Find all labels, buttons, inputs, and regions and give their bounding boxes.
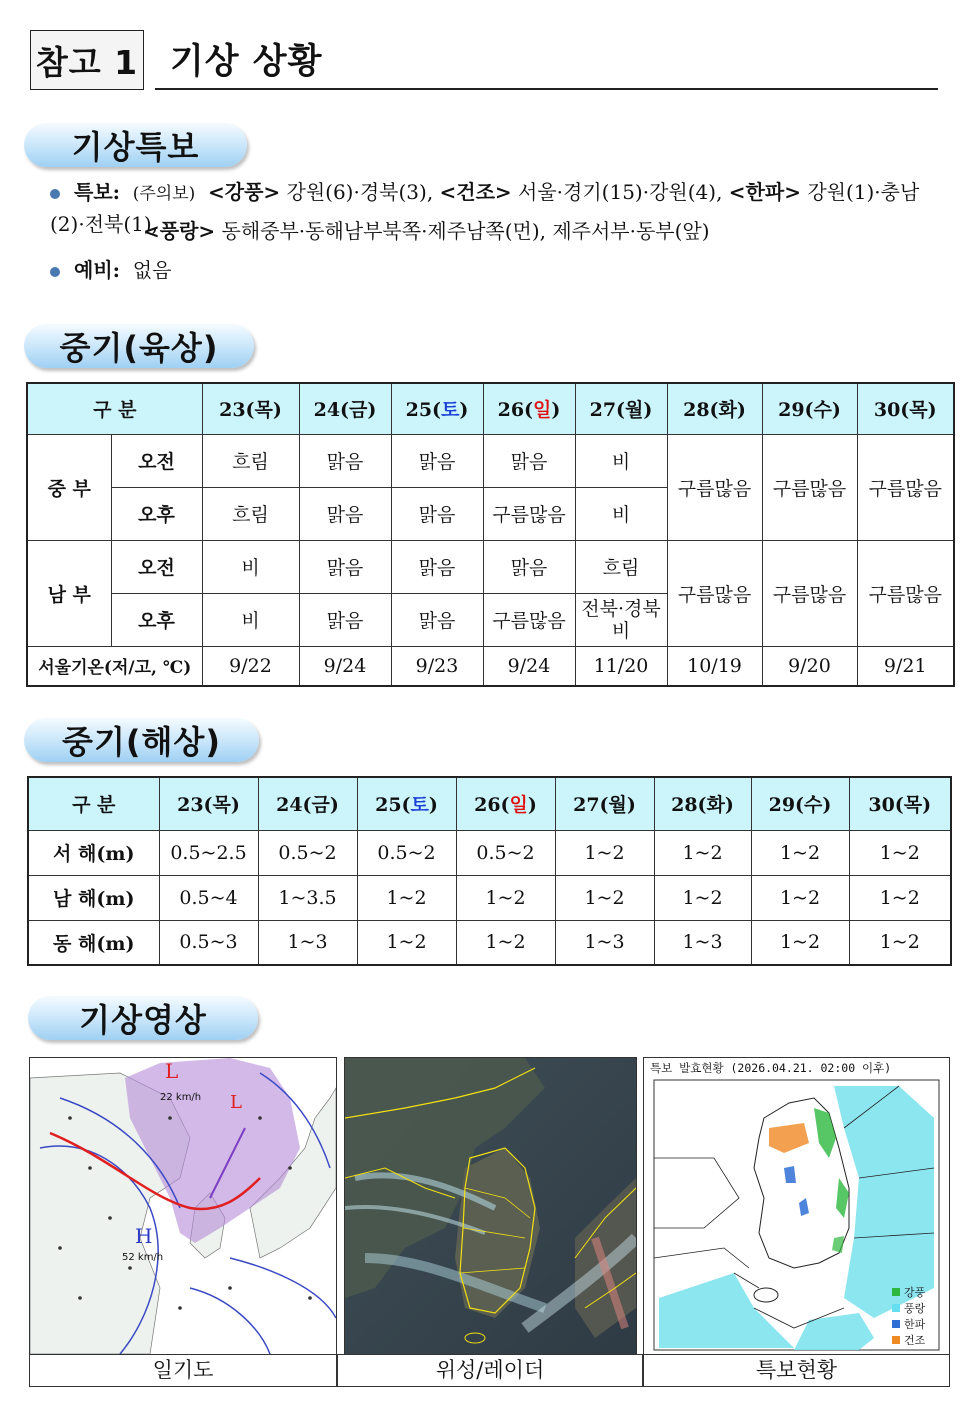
forecast-cell: 전북·경북 비 — [575, 593, 667, 646]
sea-forecast-table — [27, 776, 952, 966]
wave-cell: 1~2 — [751, 830, 849, 875]
wave-cell: 1~2 — [357, 920, 456, 965]
land-day-header: 29(수) — [762, 383, 857, 434]
land-corner-header: 구 분 — [27, 383, 202, 434]
sea-day-header: 30(목) — [849, 777, 951, 830]
title-divider — [155, 88, 938, 90]
caption-satellite: 위성/레이더 — [337, 1354, 643, 1387]
bullet-dot-icon — [50, 267, 60, 277]
warning-regions-pungnang: 동해중부·동해남부북쪽·제주남쪽(먼), 제주서부·동부(앞) — [221, 219, 710, 243]
warning-regions-geonjo: 서울·경기(15)·강원(4), — [518, 180, 723, 204]
wave-cell: 0.5~4 — [159, 875, 258, 920]
wave-cell: 1~2 — [849, 920, 951, 965]
land-day-header: 23(목) — [202, 383, 299, 434]
forecast-cell: 흐림 — [575, 540, 667, 593]
period-am: 오전 — [111, 540, 202, 593]
forecast-cell: 구름많음 — [483, 487, 575, 540]
seoul-temp-label: 서울기온(저/고, ℃) — [27, 646, 202, 686]
forecast-cell: 구름많음 — [762, 540, 857, 646]
wave-cell: 1~2 — [555, 875, 654, 920]
forecast-cell: 맑음 — [299, 593, 391, 646]
warning-tag-geonjo: <건조> — [439, 180, 512, 204]
page-title: 기상 상황 — [170, 42, 323, 82]
legend-swatch-icon — [892, 1336, 900, 1344]
warning-label: 특보: — [74, 180, 121, 204]
sea-day-header: 23(목) — [159, 777, 258, 830]
land-day-header: 26(일) — [483, 383, 575, 434]
sea-day-header: 27(월) — [555, 777, 654, 830]
wave-cell: 1~3 — [258, 920, 357, 965]
forecast-cell: 구름많음 — [483, 593, 575, 646]
sea-day-header: 24(금) — [258, 777, 357, 830]
warning-legend — [892, 1284, 925, 1348]
temp-cell: 9/24 — [483, 646, 575, 686]
legend-swatch-icon — [892, 1288, 900, 1296]
wave-cell: 1~2 — [751, 920, 849, 965]
sea-south-label: 남 해(m) — [28, 875, 159, 920]
temp-cell: 9/23 — [391, 646, 483, 686]
forecast-cell: 맑음 — [299, 487, 391, 540]
forecast-cell: 구름많음 — [667, 540, 762, 646]
reference-label: 참고 1 — [30, 30, 144, 90]
wave-cell: 1~2 — [654, 830, 751, 875]
forecast-cell: 구름많음 — [667, 434, 762, 540]
wave-cell: 1~2 — [456, 875, 555, 920]
wave-cell: 1~3 — [555, 920, 654, 965]
sea-west-label: 서 해(m) — [28, 830, 159, 875]
warning-tag-pungnang: <풍랑> — [143, 219, 216, 243]
period-pm: 오후 — [111, 593, 202, 646]
low-pressure-label: L — [165, 1059, 179, 1083]
forecast-cell: 맑음 — [391, 593, 483, 646]
forecast-cell: 흐림 — [202, 487, 299, 540]
land-day-header: 28(화) — [667, 383, 762, 434]
sea-east-label: 동 해(m) — [28, 920, 159, 965]
wave-cell: 0.5~3 — [159, 920, 258, 965]
legend-item: 한파 — [892, 1316, 925, 1332]
land-day-header: 24(금) — [299, 383, 391, 434]
wave-cell: 1~2 — [654, 875, 751, 920]
satellite-radar-image — [344, 1057, 637, 1355]
preliminary-label: 예비: — [74, 258, 121, 282]
region-central: 중 부 — [27, 434, 111, 540]
legend-swatch-icon — [892, 1304, 900, 1312]
forecast-cell: 맑음 — [483, 434, 575, 487]
temp-cell: 9/24 — [299, 646, 391, 686]
wave-cell: 1~2 — [456, 920, 555, 965]
period-am: 오전 — [111, 434, 202, 487]
section-header-warnings: 기상특보 — [24, 123, 247, 167]
weather-map-image — [29, 1057, 337, 1355]
forecast-cell: 구름많음 — [762, 434, 857, 540]
forecast-cell: 구름많음 — [857, 540, 954, 646]
temp-cell: 9/20 — [762, 646, 857, 686]
land-day-header: 30(목) — [857, 383, 954, 434]
forecast-cell: 맑음 — [299, 434, 391, 487]
warning-status-map — [643, 1057, 950, 1355]
temp-cell: 11/20 — [575, 646, 667, 686]
warning-level: (주의보) — [132, 184, 196, 204]
land-day-header: 27(월) — [575, 383, 667, 434]
wave-cell: 1~2 — [751, 875, 849, 920]
sea-day-header: 29(수) — [751, 777, 849, 830]
warning-regions-hanpa: 강원(1)·충남(2)·전북(1), — [50, 180, 920, 236]
wind-speed-label-2: 52 km/h — [122, 1252, 164, 1263]
sea-day-header: 28(화) — [654, 777, 751, 830]
wave-cell: 1~2 — [849, 830, 951, 875]
wave-cell: 1~2 — [555, 830, 654, 875]
legend-item: 건조 — [892, 1332, 925, 1348]
temp-cell: 9/22 — [202, 646, 299, 686]
wave-cell: 1~2 — [357, 875, 456, 920]
temp-cell: 9/21 — [857, 646, 954, 686]
caption-warning-status: 특보현황 — [643, 1354, 950, 1387]
legend-item: 강풍 — [892, 1284, 925, 1300]
wave-cell: 0.5~2 — [456, 830, 555, 875]
section-header-imagery: 기상영상 — [28, 996, 258, 1040]
sea-corner-header: 구 분 — [28, 777, 159, 830]
warning-regions-gangpung: 강원(6)·경북(3), — [286, 180, 434, 204]
region-south: 남 부 — [27, 540, 111, 646]
legend-item: 풍랑 — [892, 1300, 925, 1316]
land-forecast-table — [26, 382, 955, 687]
forecast-cell: 맑음 — [391, 434, 483, 487]
forecast-cell: 비 — [202, 540, 299, 593]
wave-cell: 0.5~2.5 — [159, 830, 258, 875]
bullet-dot-icon — [50, 189, 60, 199]
forecast-cell: 맑음 — [299, 540, 391, 593]
forecast-cell: 흐림 — [202, 434, 299, 487]
forecast-cell: 맑음 — [391, 487, 483, 540]
sea-day-header: 26(일) — [456, 777, 555, 830]
preliminary-value: 없음 — [132, 258, 172, 282]
low-pressure-label-2: L — [230, 1092, 242, 1113]
preliminary-bullet — [50, 255, 171, 285]
forecast-cell: 맑음 — [483, 540, 575, 593]
period-pm: 오후 — [111, 487, 202, 540]
forecast-cell: 비 — [575, 434, 667, 487]
section-header-land: 중기(육상) — [24, 324, 254, 368]
warning-tag-hanpa: <한파> — [728, 180, 801, 204]
warning-tag-gangpung: <강풍> — [208, 180, 281, 204]
wave-cell: 1~3.5 — [258, 875, 357, 920]
forecast-cell: 비 — [202, 593, 299, 646]
wave-cell: 1~3 — [654, 920, 751, 965]
warning-line-2 — [143, 216, 943, 246]
warning-map-title: 특보 발효현황 (2026.04.21. 02:00 이후) — [650, 1061, 892, 1075]
wind-speed-label-1: 22 km/h — [160, 1092, 202, 1103]
forecast-cell: 비 — [575, 487, 667, 540]
land-day-header: 25(토) — [391, 383, 483, 434]
sea-day-header: 25(토) — [357, 777, 456, 830]
temp-cell: 10/19 — [667, 646, 762, 686]
legend-swatch-icon — [892, 1320, 900, 1328]
high-pressure-label: H — [135, 1224, 153, 1248]
wave-cell: 0.5~2 — [258, 830, 357, 875]
forecast-cell: 맑음 — [391, 540, 483, 593]
caption-weather-map: 일기도 — [29, 1354, 337, 1387]
wave-cell: 0.5~2 — [357, 830, 456, 875]
wave-cell: 1~2 — [849, 875, 951, 920]
forecast-cell: 구름많음 — [857, 434, 954, 540]
section-header-sea: 중기(해상) — [24, 718, 259, 762]
